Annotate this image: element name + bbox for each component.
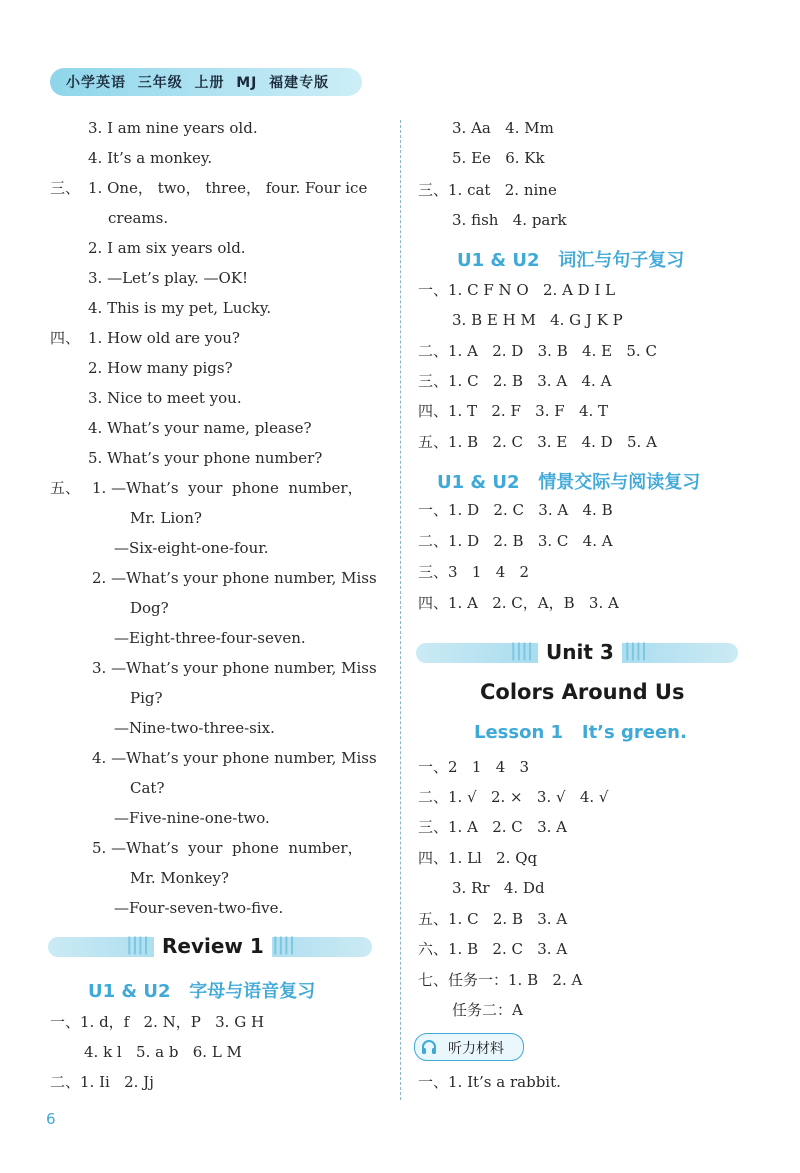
answer-line: 二、1. Ii 2. Jj <box>50 1073 154 1091</box>
unit-subtitle: Colors Around Us <box>480 680 685 704</box>
answer-line: 四、1. A 2. C，A，B 3. A <box>418 594 619 612</box>
column-divider <box>400 120 401 1100</box>
header-title: 小学英语 三年级 上册 MJ 福建专版 <box>66 75 330 91</box>
answer-line: 1. One， two， three， four. Four ice <box>88 179 368 197</box>
answer-line: 5. —What’s your phone number， <box>92 839 363 857</box>
banner-bars-left: |||| <box>126 934 149 955</box>
section-mark: 四、 <box>50 329 81 347</box>
banner-bars-right: |||| <box>624 640 647 661</box>
answer-line: 一、1. It’s a rabbit. <box>418 1073 561 1091</box>
answer-line: 1. —What’s your phone number， <box>92 479 363 497</box>
answer-line: Pig? <box>130 689 163 707</box>
answer-line: —Four-seven-two-five. <box>114 899 284 917</box>
answer-line: 七、任务一：1. B 2. A <box>418 971 583 989</box>
answer-line: 3. B E H M 4. G J K P <box>452 311 623 329</box>
answer-line: 4. —What’s your phone number, Miss <box>92 749 377 767</box>
section-mark: 三、 <box>50 179 81 197</box>
answer-line: 二、1. A 2. D 3. B 4. E 5. C <box>418 342 657 360</box>
answer-line: 一、1. D 2. C 3. A 4. B <box>418 501 613 519</box>
answer-line: 六、1. B 2. C 3. A <box>418 940 568 958</box>
answer-line: —Five-nine-one-two. <box>114 809 270 827</box>
answer-line: 任务二：A <box>452 1001 523 1019</box>
section-title: U1 & U2 词汇与句子复习 <box>457 250 685 271</box>
answer-line: 三、1. A 2. C 3. A <box>418 818 567 836</box>
answer-line: 3. fish 4. park <box>452 211 567 229</box>
answer-line: Cat? <box>130 779 165 797</box>
banner-bars-right: |||| <box>272 934 295 955</box>
answer-line: 4. It’s a monkey. <box>88 149 213 167</box>
section-title: U1 & U2 情景交际与阅读复习 <box>437 472 701 493</box>
answer-line: 三、1. cat 2. nine <box>418 181 557 199</box>
answer-line: 3. Aa 4. Mm <box>452 119 554 137</box>
answer-line: 五、1. C 2. B 3. A <box>418 910 568 928</box>
answer-line: 一、1. d，f 2. N，P 3. G H <box>50 1013 265 1031</box>
headphones-icon <box>420 1038 438 1060</box>
answer-line: 3. —What’s your phone number, Miss <box>92 659 377 677</box>
answer-line: creams. <box>108 209 169 227</box>
answer-line: Mr. Lion? <box>130 509 202 527</box>
page-number: 6 <box>46 1110 56 1128</box>
answer-line: 5. What’s your phone number? <box>88 449 323 467</box>
answer-line: 五、1. B 2. C 3. E 4. D 5. A <box>418 433 657 451</box>
answer-line: 3. —Let’s play. —OK! <box>88 269 249 287</box>
answer-line: 1. How old are you? <box>88 329 240 347</box>
answer-line: 3. Nice to meet you. <box>88 389 242 407</box>
answer-line: 三、3 1 4 2 <box>418 563 530 581</box>
answer-line: 二、1. √ 2. × 3. √ 4. √ <box>418 788 609 806</box>
answer-line: 一、1. C F N O 2. A D I L <box>418 281 616 299</box>
answer-line: 四、1. T 2. F 3. F 4. T <box>418 402 609 420</box>
answer-line: 三、1. C 2. B 3. A 4. A <box>418 372 612 390</box>
section-title: U1 & U2 字母与语音复习 <box>88 981 316 1002</box>
lesson-title: Lesson 1 It’s green. <box>474 722 687 743</box>
answer-line: 3. I am nine years old. <box>88 119 258 137</box>
answer-line: 4. What’s your name, please? <box>88 419 312 437</box>
answer-line: 2. How many pigs? <box>88 359 233 377</box>
banner-bars-left: |||| <box>510 640 533 661</box>
answer-line: 3. Rr 4. Dd <box>452 879 545 897</box>
listening-materials-label: 听力材料 <box>448 1041 504 1057</box>
answer-line: —Nine-two-three-six. <box>114 719 275 737</box>
unit-title: Unit 3 <box>538 640 622 664</box>
review-title: Review 1 <box>154 934 272 958</box>
answer-line: 四、1. Ll 2. Qq <box>418 849 538 867</box>
answer-line: 一、2 1 4 3 <box>418 758 530 776</box>
answer-line: —Eight-three-four-seven. <box>114 629 306 647</box>
answer-line: 4. This is my pet, Lucky. <box>88 299 272 317</box>
section-mark: 五、 <box>50 479 81 497</box>
answer-line: 2. I am six years old. <box>88 239 246 257</box>
answer-line: Dog? <box>130 599 169 617</box>
answer-line: 4. k l 5. a b 6. L M <box>84 1043 242 1061</box>
answer-line: Mr. Monkey? <box>130 869 229 887</box>
answer-line: 5. Ee 6. Kk <box>452 149 545 167</box>
answer-line: —Six-eight-one-four. <box>114 539 269 557</box>
answer-line: 二、1. D 2. B 3. C 4. A <box>418 532 613 550</box>
answer-line: 2. —What’s your phone number, Miss <box>92 569 377 587</box>
